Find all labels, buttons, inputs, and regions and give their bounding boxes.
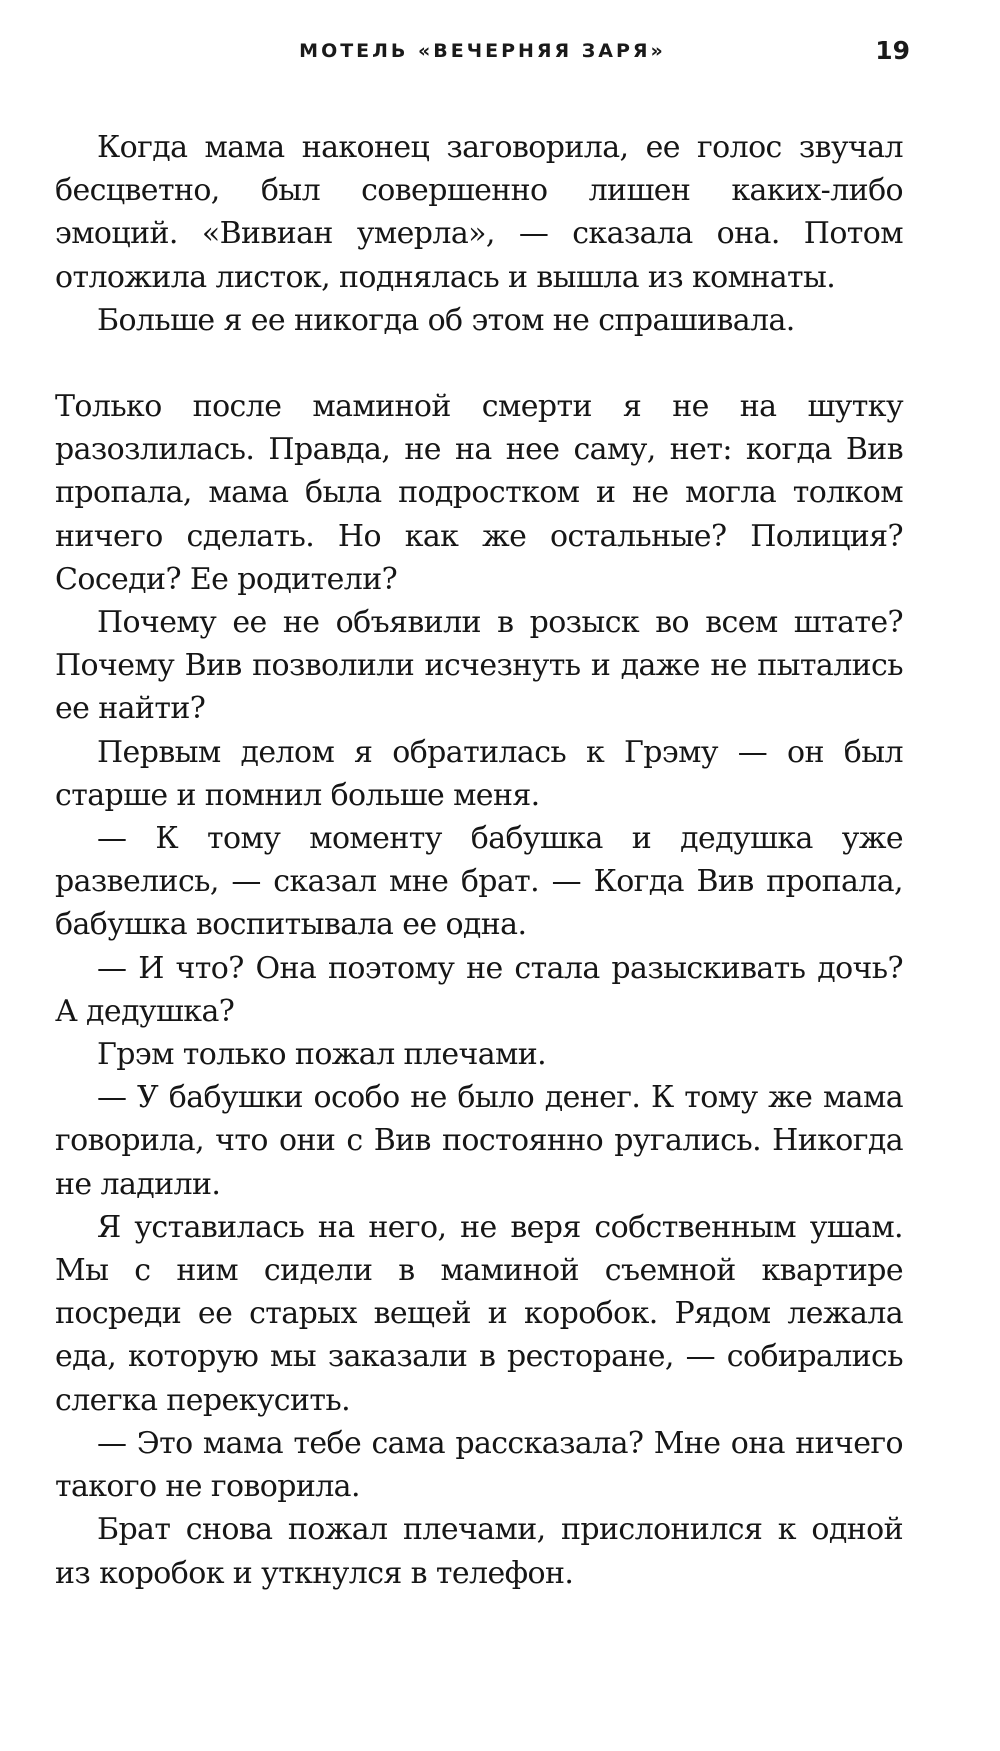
body-text — [55, 126, 903, 1595]
page-number: 19 — [875, 36, 910, 65]
dialogue-paragraph: — И что? Она поэтому не стала разыскивать дочь? А дедушка? — [55, 950, 903, 1029]
paragraph: Брат снова пожал плечами, прислонился к одной из коробок и уткнулся в телефон. — [55, 1512, 903, 1591]
paragraph: Первым делом я обратилась к Грэму — он был старше и помнил больше меня. — [55, 734, 903, 813]
paragraph: Когда мама наконец заговорила, ее голос звучал бесцветно, был совершенно лишен каких-либо эмоций. «Вивиан умерла», — сказала она. Потом отложила листок, поднялась и вышла из комнаты. — [55, 130, 903, 295]
paragraph: Только после маминой смерти я не на шутку разозлилась. Правда, не на нее саму, нет: когда Вив пропала, мама была подростком и не могла толком ничего сделать. Но как же остальные? Полиция? Соседи? Ее родители? — [55, 389, 903, 597]
running-header — [55, 34, 910, 74]
dialogue-paragraph: — К тому моменту бабушка и дедушка уже развелись, — сказал мне брат. — Когда Вив пропала, бабушка воспитывала ее одна. — [55, 821, 903, 943]
paragraph: Грэм только пожал плечами. — [97, 1037, 547, 1073]
paragraph: Больше я ее никогда об этом не спрашивала. — [97, 302, 795, 338]
paragraph: Почему ее не объявили в розыск во всем штате? Почему Вив позволили исчезнуть и даже не пытались ее найти? — [55, 605, 903, 727]
running-title: МОТЕЛЬ «ВЕЧЕРНЯЯ ЗАРЯ» — [299, 40, 666, 62]
dialogue-paragraph: — У бабушки особо не было денег. К тому же мама говорила, что они с Вив постоянно ругались. Никогда не ладили. — [55, 1080, 903, 1202]
dialogue-paragraph: — Это мама тебе сама рассказала? Мне она ничего такого не говорила. — [55, 1425, 903, 1505]
section-break — [55, 342, 903, 385]
paragraph: Я уставилась на него, не веря собственным ушам. Мы с ним сидели в маминой съемной квартире посреди ее старых вещей и коробок. Рядом лежала еда, которую мы заказали в ресторане, — собирались слегка перекусить. — [55, 1209, 903, 1418]
